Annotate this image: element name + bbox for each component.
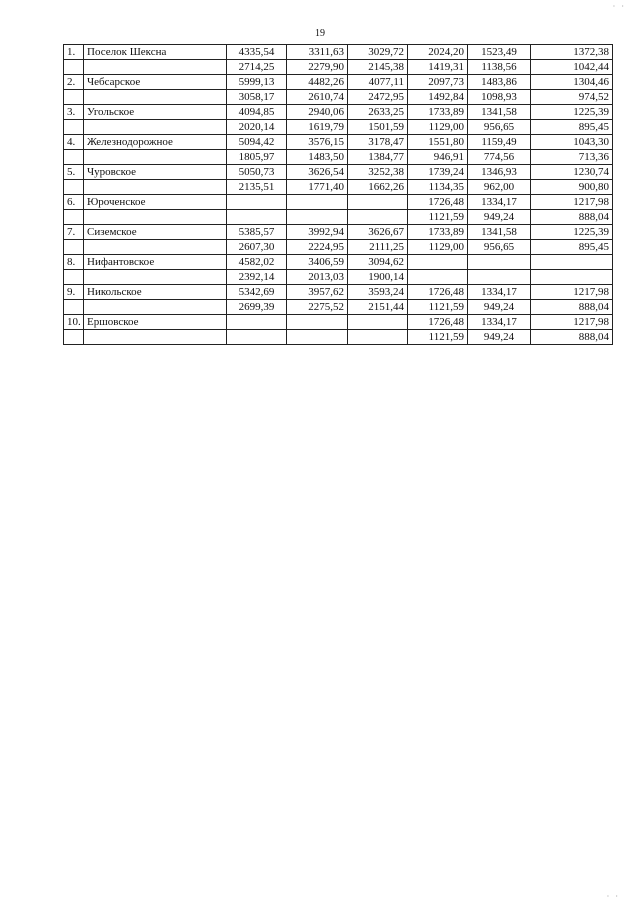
value-cell: 2699,39 bbox=[227, 300, 287, 315]
value-cell: 888,04 bbox=[531, 330, 613, 345]
value-cell: 949,24 bbox=[468, 330, 531, 345]
value-cell: 2145,38 bbox=[348, 60, 408, 75]
value-cell: 3957,62 bbox=[287, 285, 348, 300]
value-cell bbox=[227, 330, 287, 345]
value-cell: 2135,51 bbox=[227, 180, 287, 195]
table-row bbox=[64, 105, 613, 120]
value-cell: 4582,02 bbox=[227, 255, 287, 270]
value-cell: 888,04 bbox=[531, 300, 613, 315]
value-cell: 1138,56 bbox=[468, 60, 531, 75]
settlement-name bbox=[84, 120, 227, 135]
value-cell bbox=[348, 315, 408, 330]
value-cell: 1042,44 bbox=[531, 60, 613, 75]
row-number bbox=[64, 90, 84, 105]
value-cell: 974,52 bbox=[531, 90, 613, 105]
value-cell bbox=[348, 210, 408, 225]
value-cell: 4094,85 bbox=[227, 105, 287, 120]
table-row bbox=[64, 45, 613, 60]
settlement-name bbox=[84, 180, 227, 195]
value-cell: 5050,73 bbox=[227, 165, 287, 180]
table-row bbox=[64, 75, 613, 90]
value-cell bbox=[227, 315, 287, 330]
value-cell: 774,56 bbox=[468, 150, 531, 165]
value-cell: 3406,59 bbox=[287, 255, 348, 270]
settlement-name: Ершовское bbox=[84, 315, 227, 330]
value-cell: 956,65 bbox=[468, 240, 531, 255]
value-cell: 2020,14 bbox=[227, 120, 287, 135]
value-cell: 1334,17 bbox=[468, 315, 531, 330]
value-cell bbox=[287, 315, 348, 330]
value-cell: 962,00 bbox=[468, 180, 531, 195]
value-cell: 946,91 bbox=[408, 150, 468, 165]
value-cell: 1346,93 bbox=[468, 165, 531, 180]
value-cell: 1733,89 bbox=[408, 225, 468, 240]
value-cell: 4482,26 bbox=[287, 75, 348, 90]
value-cell: 1805,97 bbox=[227, 150, 287, 165]
value-cell: 3252,38 bbox=[348, 165, 408, 180]
value-cell: 949,24 bbox=[468, 210, 531, 225]
value-cell bbox=[287, 210, 348, 225]
table-row bbox=[64, 240, 613, 255]
value-cell: 2151,44 bbox=[348, 300, 408, 315]
value-cell: 1225,39 bbox=[531, 225, 613, 240]
table-row bbox=[64, 285, 613, 300]
table-row bbox=[64, 300, 613, 315]
value-cell: 1129,00 bbox=[408, 120, 468, 135]
value-cell: 3626,67 bbox=[348, 225, 408, 240]
table-row bbox=[64, 330, 613, 345]
table-row bbox=[64, 210, 613, 225]
value-cell: 5385,57 bbox=[227, 225, 287, 240]
row-number: 6. bbox=[64, 195, 84, 210]
settlement-name bbox=[84, 330, 227, 345]
value-cell: 2607,30 bbox=[227, 240, 287, 255]
value-cell: 1551,80 bbox=[408, 135, 468, 150]
table-row bbox=[64, 255, 613, 270]
value-cell: 3311,63 bbox=[287, 45, 348, 60]
value-cell: 1129,00 bbox=[408, 240, 468, 255]
value-cell bbox=[408, 255, 468, 270]
value-cell: 1372,38 bbox=[531, 45, 613, 60]
value-cell: 1121,59 bbox=[408, 210, 468, 225]
table-row bbox=[64, 135, 613, 150]
settlement-name bbox=[84, 240, 227, 255]
settlement-name: Чуровское bbox=[84, 165, 227, 180]
value-cell: 1304,46 bbox=[531, 75, 613, 90]
table-row bbox=[64, 270, 613, 285]
value-cell: 1334,17 bbox=[468, 285, 531, 300]
value-cell: 3058,17 bbox=[227, 90, 287, 105]
value-cell: 1483,50 bbox=[287, 150, 348, 165]
value-cell: 1619,79 bbox=[287, 120, 348, 135]
value-cell bbox=[468, 255, 531, 270]
value-cell: 3094,62 bbox=[348, 255, 408, 270]
value-cell: 1098,93 bbox=[468, 90, 531, 105]
value-cell: 2610,74 bbox=[287, 90, 348, 105]
settlement-name bbox=[84, 60, 227, 75]
value-cell bbox=[531, 270, 613, 285]
value-cell: 5999,13 bbox=[227, 75, 287, 90]
table-row bbox=[64, 150, 613, 165]
row-number: 7. bbox=[64, 225, 84, 240]
settlement-name bbox=[84, 210, 227, 225]
value-cell bbox=[468, 270, 531, 285]
value-cell: 895,45 bbox=[531, 240, 613, 255]
value-cell bbox=[348, 330, 408, 345]
value-cell: 1341,58 bbox=[468, 225, 531, 240]
value-cell: 2024,20 bbox=[408, 45, 468, 60]
settlement-name: Сиземское bbox=[84, 225, 227, 240]
settlement-name bbox=[84, 90, 227, 105]
settlement-name: Юроченское bbox=[84, 195, 227, 210]
value-cell: 3626,54 bbox=[287, 165, 348, 180]
settlement-name: Нифантовское bbox=[84, 255, 227, 270]
row-number bbox=[64, 60, 84, 75]
row-number bbox=[64, 300, 84, 315]
value-cell: 1726,48 bbox=[408, 285, 468, 300]
value-cell: 1483,86 bbox=[468, 75, 531, 90]
value-cell: 2224,95 bbox=[287, 240, 348, 255]
value-cell: 1726,48 bbox=[408, 315, 468, 330]
value-cell: 2633,25 bbox=[348, 105, 408, 120]
value-cell: 3593,24 bbox=[348, 285, 408, 300]
value-cell: 956,65 bbox=[468, 120, 531, 135]
row-number: 5. bbox=[64, 165, 84, 180]
value-cell: 1771,40 bbox=[287, 180, 348, 195]
value-cell: 1121,59 bbox=[408, 330, 468, 345]
value-cell bbox=[531, 255, 613, 270]
row-number bbox=[64, 270, 84, 285]
value-cell: 1217,98 bbox=[531, 285, 613, 300]
settlement-name: Угольское bbox=[84, 105, 227, 120]
value-cell: 2714,25 bbox=[227, 60, 287, 75]
table-body bbox=[64, 45, 613, 345]
value-cell: 1726,48 bbox=[408, 195, 468, 210]
page-number: 19 bbox=[315, 28, 325, 39]
row-number bbox=[64, 240, 84, 255]
table-row bbox=[64, 165, 613, 180]
value-cell: 3992,94 bbox=[287, 225, 348, 240]
value-cell: 2472,95 bbox=[348, 90, 408, 105]
value-cell: 1341,58 bbox=[468, 105, 531, 120]
value-cell: 1230,74 bbox=[531, 165, 613, 180]
value-cell: 895,45 bbox=[531, 120, 613, 135]
value-cell: 2392,14 bbox=[227, 270, 287, 285]
value-cell: 888,04 bbox=[531, 210, 613, 225]
value-cell: 5342,69 bbox=[227, 285, 287, 300]
row-number: 3. bbox=[64, 105, 84, 120]
settlement-name: Чебсарское bbox=[84, 75, 227, 90]
row-number bbox=[64, 330, 84, 345]
settlement-name: Железнодорожное bbox=[84, 135, 227, 150]
row-number: 4. bbox=[64, 135, 84, 150]
value-cell bbox=[287, 195, 348, 210]
value-cell bbox=[408, 270, 468, 285]
table-row bbox=[64, 195, 613, 210]
row-number bbox=[64, 180, 84, 195]
table-row bbox=[64, 180, 613, 195]
value-cell: 5094,42 bbox=[227, 135, 287, 150]
value-cell: 1217,98 bbox=[531, 195, 613, 210]
value-cell: 2279,90 bbox=[287, 60, 348, 75]
value-cell: 1739,24 bbox=[408, 165, 468, 180]
table-row bbox=[64, 225, 613, 240]
value-cell: 1384,77 bbox=[348, 150, 408, 165]
row-number: 9. bbox=[64, 285, 84, 300]
row-number bbox=[64, 150, 84, 165]
settlement-name bbox=[84, 270, 227, 285]
value-cell: 1662,26 bbox=[348, 180, 408, 195]
settlement-name bbox=[84, 300, 227, 315]
settlement-name: Никольское bbox=[84, 285, 227, 300]
value-cell bbox=[227, 195, 287, 210]
table-row bbox=[64, 315, 613, 330]
value-cell: 949,24 bbox=[468, 300, 531, 315]
value-cell: 2275,52 bbox=[287, 300, 348, 315]
table-row bbox=[64, 90, 613, 105]
value-cell bbox=[287, 330, 348, 345]
table-row bbox=[64, 120, 613, 135]
value-cell: 2111,25 bbox=[348, 240, 408, 255]
value-cell: 1501,59 bbox=[348, 120, 408, 135]
tariff-table bbox=[63, 44, 613, 345]
value-cell: 3029,72 bbox=[348, 45, 408, 60]
value-cell: 3576,15 bbox=[287, 135, 348, 150]
row-number bbox=[64, 120, 84, 135]
value-cell: 1043,30 bbox=[531, 135, 613, 150]
row-number bbox=[64, 210, 84, 225]
row-number: 1. bbox=[64, 45, 84, 60]
value-cell: 3178,47 bbox=[348, 135, 408, 150]
value-cell: 1492,84 bbox=[408, 90, 468, 105]
settlement-name bbox=[84, 150, 227, 165]
settlement-name: Поселок Шексна bbox=[84, 45, 227, 60]
table-row bbox=[64, 60, 613, 75]
row-number: 10. bbox=[64, 315, 84, 330]
value-cell: 2097,73 bbox=[408, 75, 468, 90]
value-cell: 2013,03 bbox=[287, 270, 348, 285]
value-cell: 1121,59 bbox=[408, 300, 468, 315]
value-cell: 1134,35 bbox=[408, 180, 468, 195]
value-cell: 1523,49 bbox=[468, 45, 531, 60]
value-cell: 1159,49 bbox=[468, 135, 531, 150]
value-cell bbox=[227, 210, 287, 225]
value-cell: 713,36 bbox=[531, 150, 613, 165]
value-cell: 1334,17 bbox=[468, 195, 531, 210]
corner-mark-bottom: · · bbox=[606, 892, 620, 901]
corner-mark-top: · · bbox=[612, 2, 626, 11]
row-number: 2. bbox=[64, 75, 84, 90]
value-cell: 2940,06 bbox=[287, 105, 348, 120]
value-cell: 4077,11 bbox=[348, 75, 408, 90]
value-cell: 4335,54 bbox=[227, 45, 287, 60]
row-number: 8. bbox=[64, 255, 84, 270]
value-cell: 1419,31 bbox=[408, 60, 468, 75]
value-cell: 1733,89 bbox=[408, 105, 468, 120]
value-cell: 900,80 bbox=[531, 180, 613, 195]
value-cell: 1225,39 bbox=[531, 105, 613, 120]
value-cell bbox=[348, 195, 408, 210]
value-cell: 1217,98 bbox=[531, 315, 613, 330]
value-cell: 1900,14 bbox=[348, 270, 408, 285]
